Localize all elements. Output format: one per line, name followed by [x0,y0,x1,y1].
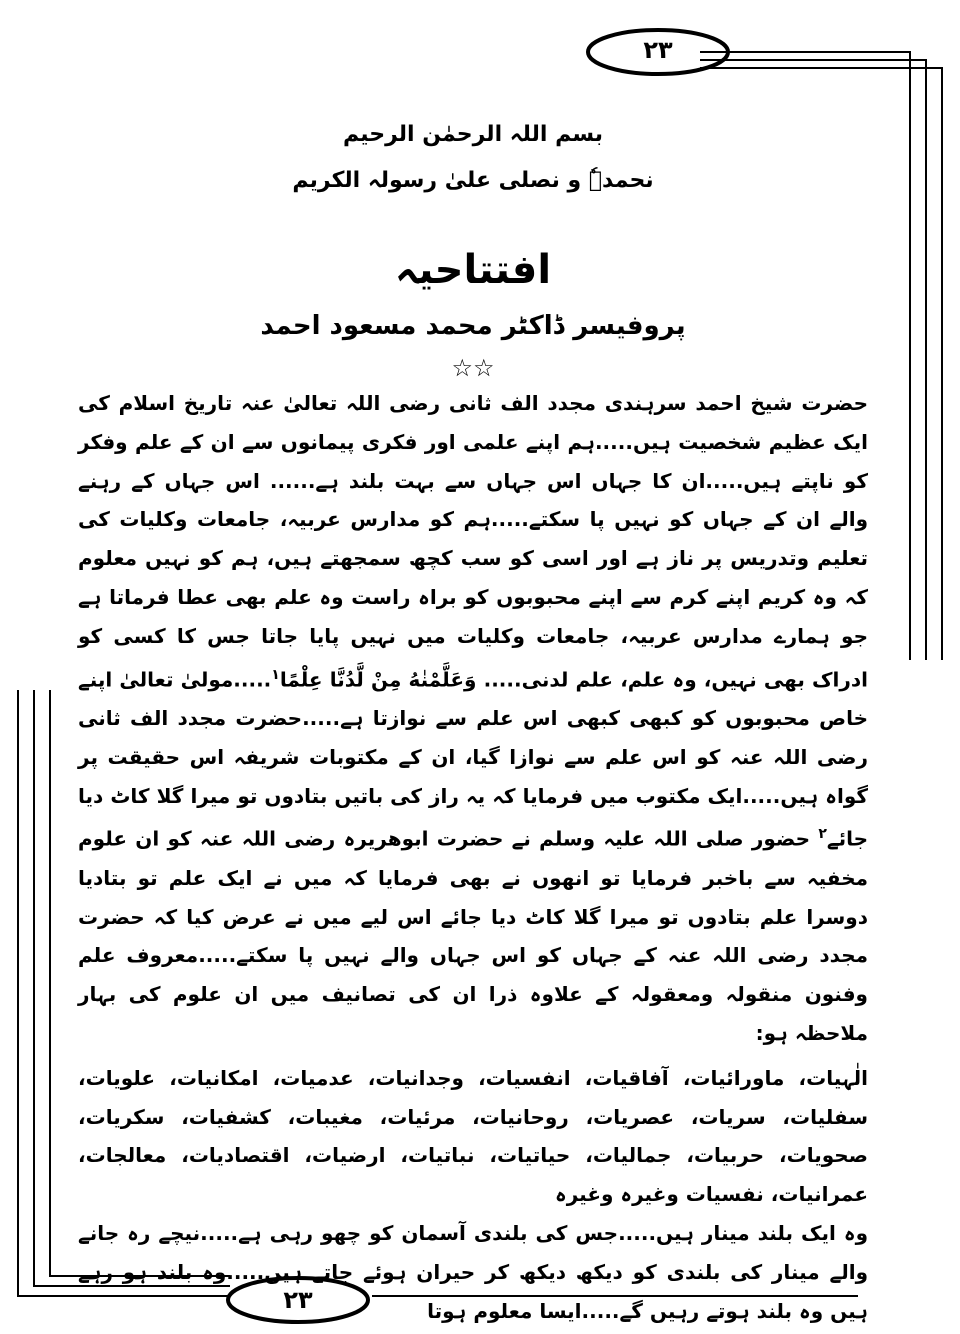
page-number-top: ۲۳ [643,36,673,64]
paragraph-1-text: حضرت شیخ احمد سرہندی مجدد الف ثانی رضی اللہ تعالیٰ عنہ تاریخ اسلام کی ایک عظیم شخصیت ہیں.....ہم اپنے علمی اور فکری پیمانوں سے ان کے علم وفکر کو ناپتے ہیں.....ان کا جہاں اس جہاں سے بہت بلند ہے...... اس جہاں کے رہنے والے ان کے جہاں کو نہیں پا سکتے.....ہم کو مدارس عربیہ، جامعات وکلیات کی تعلیم وتدریس پر ناز ہے اور اسی کو سب کچھ سمجھتے ہیں، ہم کو نہیں معلوم کہ وہ کریم اپنے کرم سے اپنے محبوبوں کو براہ راست وہ علم بھی عطا فرماتا ہے جو ہمارے مدارس عربیہ، جامعات وکلیات میں نہیں پایا جاتا جس کا کسی کو ادراک بھی نہیں، وہ علم، علم لدنی..... وَعَلَّمْنٰهُ مِنْ لَّدُنَّا عِلْمًا [78,391,868,692]
bismillah: بسم اللہ الرحمٰن الرحیم [342,122,603,147]
page-number-bottom: ۲۳ [283,1286,313,1314]
body-text [78,384,868,1330]
footnote-1-marker: ۱ [271,666,280,683]
sciences-list: الٰہیات، ماورائیات، آفاقیات، انفسیات، وجدانیات، عدمیات، امکانیات، علویات، سفلیات، سریات، عصریات، روحانیات، مرئیات، مغیبات، کشفیات، سکریات، صحویات، حربیات، جمالیات، حیاتیات، نباتیات، ارضیات، اقتصادیات، معالجات، عمرانیات، نفسیات وغیرہ وغیرہ [78,1065,868,1207]
hamd-line: نحمدہٗ و نصلی علیٰ رسولہ الکریم [292,168,654,193]
paragraph-1b-text: .....مولیٰ تعالیٰ اپنے خاص محبوبوں کو کبھی کبھی اس علم سے نوازتا ہے.....حضرت مجدد الف ثانی رضی اللہ عنہ کو اس علم سے نوازا گیا، ان کے مکتوبات شریفہ اس حقیقت پر گواہ ہیں.....ایک مکتوب میں فرمایا کہ یہ راز کی باتیں بتادوں تو میرا گلا کاٹ دیا جائے [78,667,869,852]
footnote-2-marker: ۲ [818,826,827,843]
author-name: پروفیسر ڈاکٹر محمد مسعود احمد [260,311,686,341]
paragraph-1 [78,384,868,1053]
paragraph-1c-text: حضور صلی اللہ علیہ وسلم نے حضرت ابوھریرہ رضی اللہ عنہ کو ان علوم مخفیہ سے باخبر فرمایا تو انھوں نے بھی فرمایا کہ میں نے ایک علم تو بتادیا دوسرا علم بتادوں تو میرا گلا کاٹ دیا جائے اس لیے میں نے عرض کیا کہ حضرت مجدد رضی اللہ عنہ کے جہاں کو اس جہاں والے نہیں پا سکتے.....معروف علم وفنون منقولہ ومعقولہ کے علاوہ ذرا ان کی تصانیف میں ان علوم کی بہار ملاحظہ ہو: [78,827,868,1046]
page-content [78,118,868,1330]
paragraph-2: وہ ایک بلند مینار ہیں.....جس کی بلندی آسمان کو چھو رہی ہے.....نیچے رہ جانے والے مینار کی بلندی کو دیکھ دیکھ کر حیران ہوئے جاتے ہیں.....وہ بلند ہو رہے ہیں وہ بلند ہوتے رہیں گے.....ایسا معلوم ہوتا [78,1221,868,1323]
page-title: افتتاحیہ [394,247,552,293]
star-separator: ☆☆ [451,354,495,382]
